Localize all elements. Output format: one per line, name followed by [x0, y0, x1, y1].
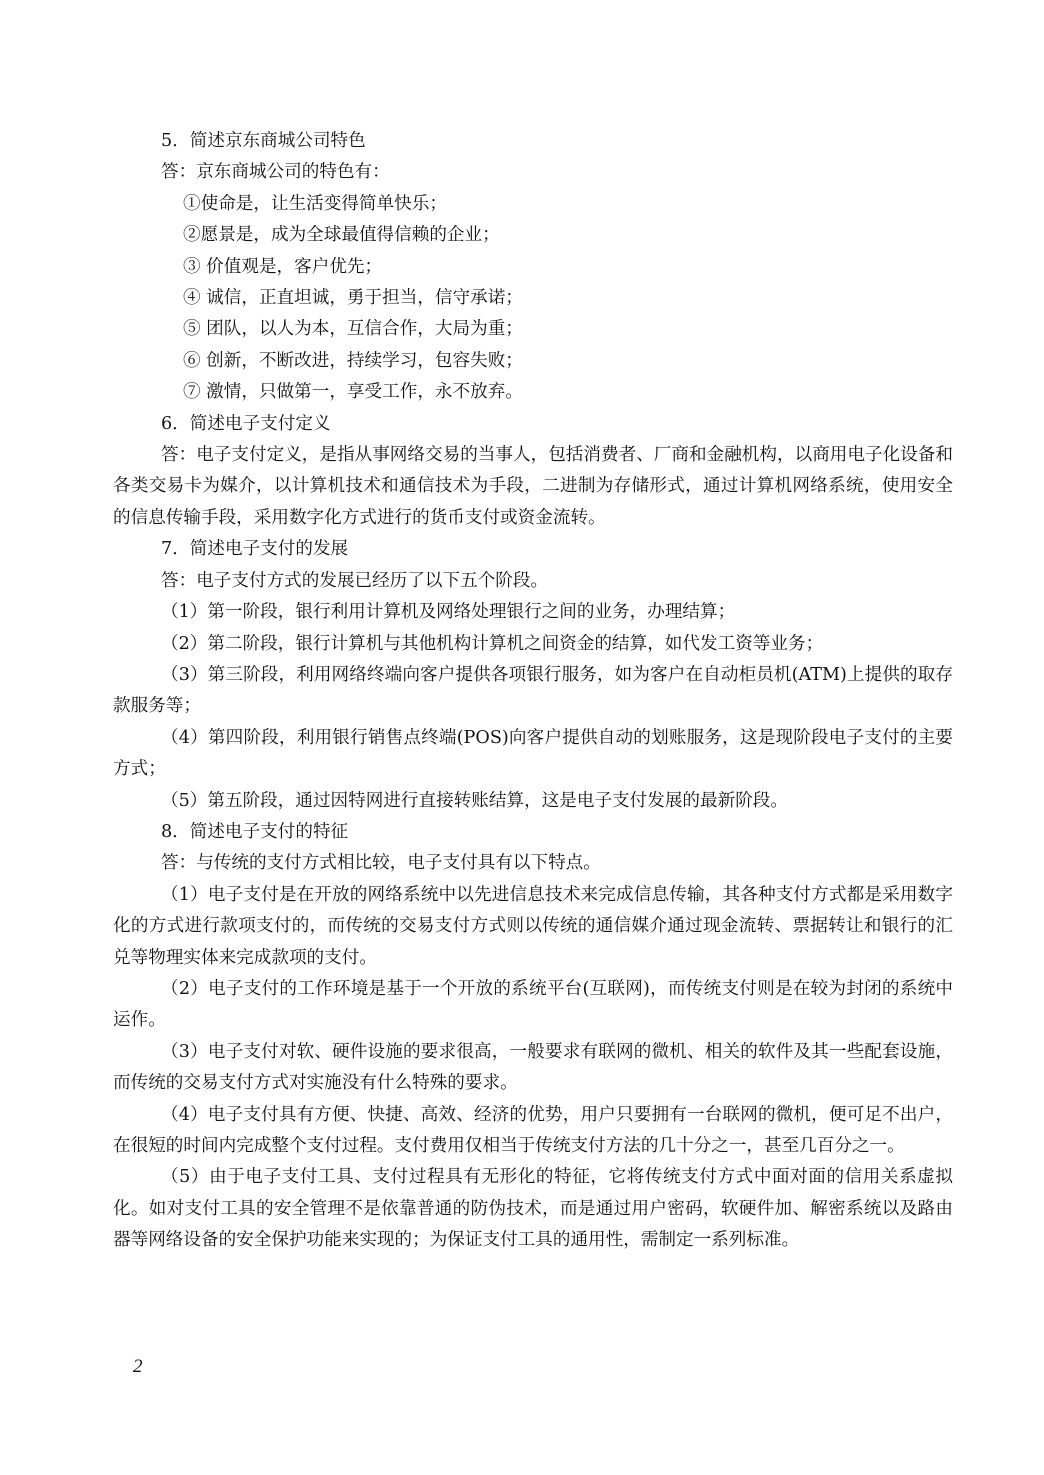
paragraph: 答：电子支付定义，是指从事网络交易的当事人，包括消费者、厂商和金融机构，以商用电子化设备和各类交易卡为媒介，以计算机技术和通信技术为手段，二进制为存储形式，通过计算机网络系统，使用安全的信息传输手段，采用数字化方式进行的货币支付或资金流转。 — [113, 445, 953, 528]
paragraph: （3）第三阶段，利用网络终端向客户提供各项银行服务，如为客户在自动柜员机(ATM)上提供的取存款服务等； — [113, 664, 953, 717]
paragraph: （4）第四阶段，利用银行销售点终端(POS)向客户提供自动的划账服务，这是现阶段电子支付的主要方式； — [113, 727, 953, 780]
list-item: ①使命是，让生活变得简单快乐； — [183, 193, 447, 214]
paragraph: （3）电子支付对软、硬件设施的要求很高，一般要求有联网的微机、相关的软件及其一些配套设施，而传统的交易支付方式对实施没有什么特殊的要求。 — [113, 1041, 953, 1094]
paragraph: （2）电子支付的工作环境是基于一个开放的系统平台(互联网)，而传统支付则是在较为封闭的系统中运作。 — [113, 978, 953, 1031]
section-heading: 8．简述电子支付的特征 — [161, 821, 349, 842]
page-number: 2 — [133, 1356, 143, 1377]
section-heading: 5．简述京东商城公司特色 — [161, 131, 366, 151]
answer-intro: 答：京东商城公司的特色有： — [161, 162, 390, 183]
list-item: ②愿景是，成为全球最值得信赖的企业； — [183, 225, 500, 246]
paragraph: （1）第一阶段，银行利用计算机及网络处理银行之间的业务，办理结算； — [161, 602, 736, 623]
section-heading: 6．简述电子支付定义 — [161, 413, 331, 434]
list-item: ③ 价值观是，客户优先； — [183, 256, 383, 277]
paragraph: （5）由于电子支付工具、支付过程具有无形化的特征，它将传统支付方式中面对面的信用关系虚拟化。如对支付工具的安全管理不是依靠普通的防伪技术，而是通过用户密码，软硬件加、解密系统以及路由器等网络设备的安全保护功能来实现的；为保证支付工具的通用性，需制定一系列标准。 — [113, 1167, 953, 1251]
answer-intro: 答：电子支付方式的发展已经历了以下五个阶段。 — [161, 570, 549, 591]
list-item: ⑥ 创新，不断改进，持续学习，包容失败； — [183, 350, 523, 371]
answer-intro: 答：与传统的支付方式相比较，电子支付具有以下特点。 — [161, 853, 601, 874]
paragraph: （5）第五阶段，通过因特网进行直接转账结算，这是电子支付发展的最新阶段。 — [161, 790, 788, 811]
paragraph: （1）电子支付是在开放的网络系统中以先进信息技术来完成信息传输，其各种支付方式都是采用数字化的方式进行款项支付的，而传统的交易支付方式则以传统的通信媒介通过现金流转、票据转让和银行的汇兑等物理实体来完成款项的支付。 — [113, 884, 953, 968]
paragraph: （4）电子支付具有方便、快捷、高效、经济的优势，用户只要拥有一台联网的微机，便可足不出户，在很短的时间内完成整个支付过程。支付费用仅相当于传统支付方法的几十分之一，甚至几百分之一。 — [113, 1104, 953, 1156]
paragraph: （2）第二阶段，银行计算机与其他机构计算机之间资金的结算，如代发工资等业务； — [161, 633, 824, 654]
list-item: ④ 诚信，正直坦诚，勇于担当，信守承诺； — [183, 288, 523, 309]
list-item: ⑤ 团队，以人为本，互信合作，大局为重； — [183, 319, 523, 340]
document-body — [113, 126, 953, 1257]
section-heading: 7．简述电子支付的发展 — [161, 539, 349, 560]
list-item: ⑦ 激情，只做第一，享受工作，永不放弃。 — [183, 382, 523, 403]
